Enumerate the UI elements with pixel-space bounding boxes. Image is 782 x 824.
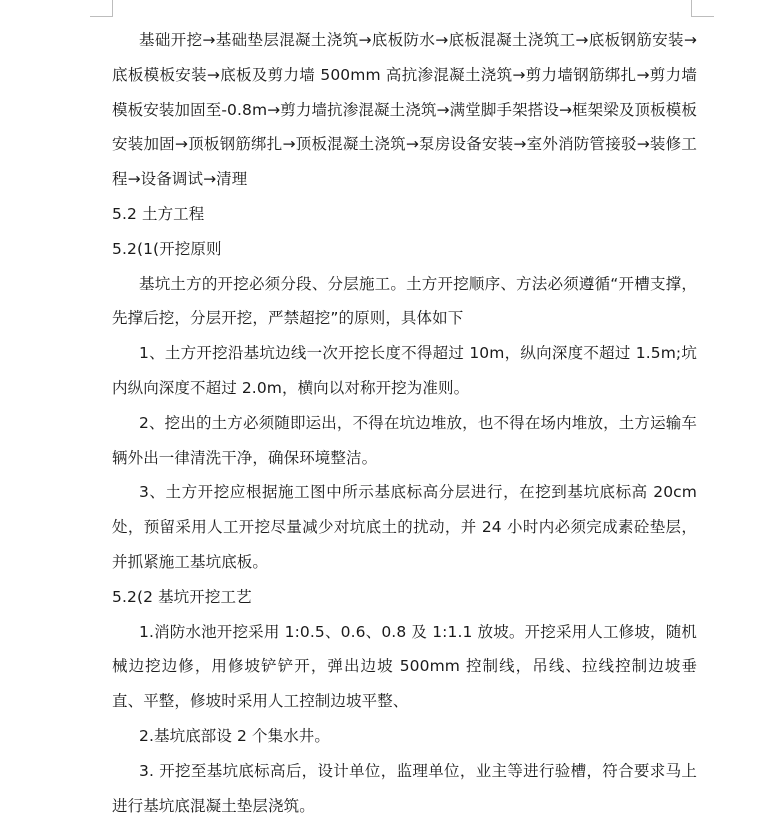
paragraph-rule-2: 2、挖出的土方必须随即运出，不得在坑边堆放，也不得在场内堆放，土方运输车辆外出一律清洗干净，确保环境整洁。 xyxy=(112,413,697,467)
paragraph-rule-3: 3、土方开挖应根据施工图中所示基底标高分层进行，在挖到基坑底标高 20cm 处，预留采用人工开挖尽量减少对坑底土的扰动，并 24 小时内必须完成素砼垫层，并抓紧施工基坑底板。 xyxy=(112,483,697,571)
paragraph-process-3: 3. 开挖至基坑底标高后，设计单位，监理单位，业主等进行验槽，符合要求马上进行基坑底混凝土垫层浇筑。 xyxy=(112,761,697,815)
paragraph-process-1: 1.消防水池开挖采用 1:0.5、0.6、0.8 及 1:1.1 放坡。开挖采用人工修坡，随机械边挖边修，用修坡铲铲开，弹出边坡 500mm 控制线，吊线、拉线控制边坡垂直、平整，修坡时采用人工控制边坡平整、 xyxy=(112,622,697,711)
page-corner-mark-top-right xyxy=(691,0,714,17)
document-body xyxy=(112,23,697,823)
paragraph-construction-sequence: 基础开挖→基础垫层混凝土浇筑→底板防水→底板混凝土浇筑工→底板钢筋安装→底板模板安装→底板及剪力墙 500mm 高抗渗混凝土浇筑→剪力墙钢筋绑扎→剪力墙模板安装加固至-0.8m→剪力墙抗渗混凝土浇筑→满堂脚手架搭设→框架梁及顶板模板安装加固→顶板钢筋绑扎→顶板混凝土浇筑→泵房设备安装→室外消防管接驳→装修工程→设备调试→清理 xyxy=(112,31,697,189)
paragraph-excavation-principles: 基坑土方的开挖必须分段、分层施工。土方开挖顺序、方法必须遵循“开槽支撑，先撑后挖，分层开挖，严禁超挖”的原则，具体如下 xyxy=(112,274,697,328)
page-corner-mark-top-left xyxy=(90,0,113,17)
paragraph-process-2: 2.基坑底部设 2 个集水井。 xyxy=(139,726,331,745)
section-heading-earthwork: 5.2 土方工程 xyxy=(112,204,205,223)
paragraph-rule-1: 1、土方开挖沿基坑边线一次开挖长度不得超过 10m，纵向深度不超过 1.5m;坑内纵向深度不超过 2.0m，横向以对称开挖为准则。 xyxy=(112,344,697,397)
subsection-heading-excavation-principles: 5.2(1(开挖原则 xyxy=(112,239,222,258)
subsection-heading-excavation-process: 5.2(2 基坑开挖工艺 xyxy=(112,587,252,606)
